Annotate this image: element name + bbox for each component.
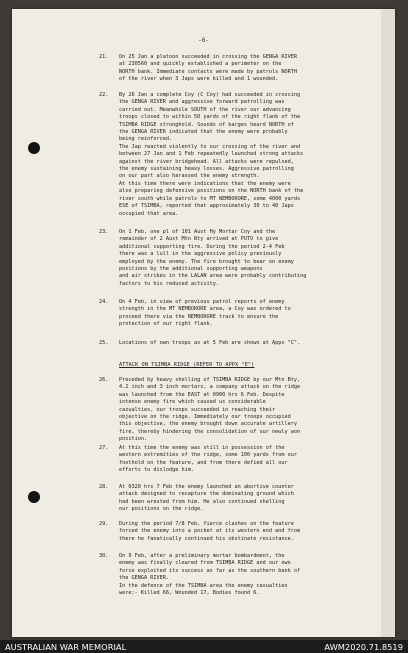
- paragraph-21: [99, 54, 381, 84]
- paragraph-number: 24.: [99, 299, 109, 305]
- paragraph-29: [99, 521, 381, 543]
- paragraph-number: 21.: [99, 54, 109, 60]
- section-heading: ATTACK ON TSIMBA RIDGE (REFER TO APPX "E"): [119, 362, 255, 368]
- paragraph-number: 28.: [99, 484, 109, 490]
- paragraph-number: 25.: [99, 340, 109, 346]
- paragraph-text: On 9 Feb, after a preliminary mortar bombardment, the enemy was finally cleared from TSIMBA RIDGE and our own force exploited its success as far as the southern bank of the GENGA RIVER. In the defence of the TSIMBA area the enemy casualties were:- Killed 66, Wounded 17, Bodies found 6.: [119, 553, 301, 597]
- paragraph-text: At this time the enemy was still in possession of the western extremities of the ridge, some 100 yards from our foothold on the feature, and from there defied all our efforts to dislodge him.: [119, 445, 298, 474]
- paragraph-22: [99, 92, 381, 218]
- punch-hole-bottom: [28, 491, 40, 503]
- paragraph-27: [99, 445, 381, 475]
- paragraph-number: 30.: [99, 553, 109, 559]
- paper-edge-shadow: [381, 9, 395, 637]
- paragraph-24: [99, 299, 381, 329]
- paragraph-number: 26.: [99, 377, 109, 383]
- paragraph-number: 27.: [99, 445, 109, 451]
- paragraph-text: Preceded by heavy shelling of TSIMBA RIDGE by our Mtn Bty, 4.2 inch and 3 inch mortars, a company attack on the ridge was launched from the EAST at 0900 hrs 6 Feb. Despite intense enemy fire which caused us considerable casualties, our troops succeeded in reaching their objective on the ridge. Immediately our troops occupied this objective, the enemy brought down accurate artillery fire, thereby hindering the consolidation of our newly won position.: [119, 377, 301, 443]
- paragraph-25: [99, 340, 381, 347]
- paragraph-text: Locations of own troops as at 5 Feb are shown at Appx "C".: [119, 340, 301, 346]
- paragraph-30: [99, 553, 381, 597]
- archive-name: AUSTRALIAN WAR MEMORIAL: [5, 642, 127, 652]
- document-page: [12, 9, 395, 637]
- paragraph-number: 22.: [99, 92, 109, 98]
- archive-footer: [0, 640, 408, 653]
- paragraph-26: [99, 377, 381, 444]
- paragraph-text: During the period 7/8 Feb, fierce clashes on the feature forced the enemy into a pocket at its western end and from there he fanatically continued his obstinate resistance.: [119, 521, 301, 542]
- paragraph-28: [99, 484, 381, 514]
- page-number: -6-: [198, 37, 209, 44]
- paragraph-23: [99, 229, 381, 288]
- paragraph-number: 29.: [99, 521, 109, 527]
- paragraph-text: On 4 Feb, in view of previous patrol reports of enemy strength in the MT NEMBORORE area, a Coy was ordered to proceed there via the NEMBORORE track to ensure the protection of our right flank.: [119, 299, 291, 328]
- punch-hole-top: [28, 142, 40, 154]
- paragraph-text: On 1 Feb, one pl of 101 Aust Hy Mortar Coy and the remainder of 2 Aust Mtn Bty arrived at PUTO to give additional supporting fire. During the period 2-4 Feb there was a lull in the aggressive policy previously employed by the enemy. The fire brought to bear on enemy positions by the additional supporting weapons and air strikes in the LALAN area were probably contributing factors to his reduced activity.: [119, 229, 307, 287]
- archive-reference: AWM2020.71.8519: [324, 642, 403, 652]
- paragraph-text: By 26 Jan a complete Coy (C Coy) had succeeded in crossing the GENGA RIVER and aggressive forward patrolling was carried out. Meanwhile SOUTH of the river our advancing troops closed to within 50 yards of the right flank of the TSIMBA RIDGE stronghold. Sounds of barges heard NORTH of the GENGA RIVER indicated that the enemy were probably being reinforced. The Jap reacted violently to our crossing of the river and between 27 Jan and 1 Feb repeatedly launched strong attacks against the river bridgehead. All attacks were repulsed, the enemy sustaining heavy losses. Aggressive patrolling on our part also harassed the enemy strength. At this time there were indications that the enemy were also preparing defensive positions on the NORTH bank of the river south while patrols to MT NEMBORORE, some 4000 yards ESE of TSIMBA, reported that approximately 30 to 40 Japs occupied that area.: [119, 92, 304, 217]
- paragraph-number: 23.: [99, 229, 109, 235]
- paragraph-text: At 0320 hrs 7 Feb the enemy launched an abortive counter attack designed to recapture the dominating ground which had been wrested from him. He also continued shelling our positions on the ridge.: [119, 484, 294, 513]
- paragraph-text: On 25 Jan a platoon succeeded in crossing the GENGA RIVER at 230560 and quickly established a perimeter on the NORTH bank. Immediate contacts were made by patrols NORTH of the river when 3 Japs were killed and 1 wounded.: [119, 54, 298, 83]
